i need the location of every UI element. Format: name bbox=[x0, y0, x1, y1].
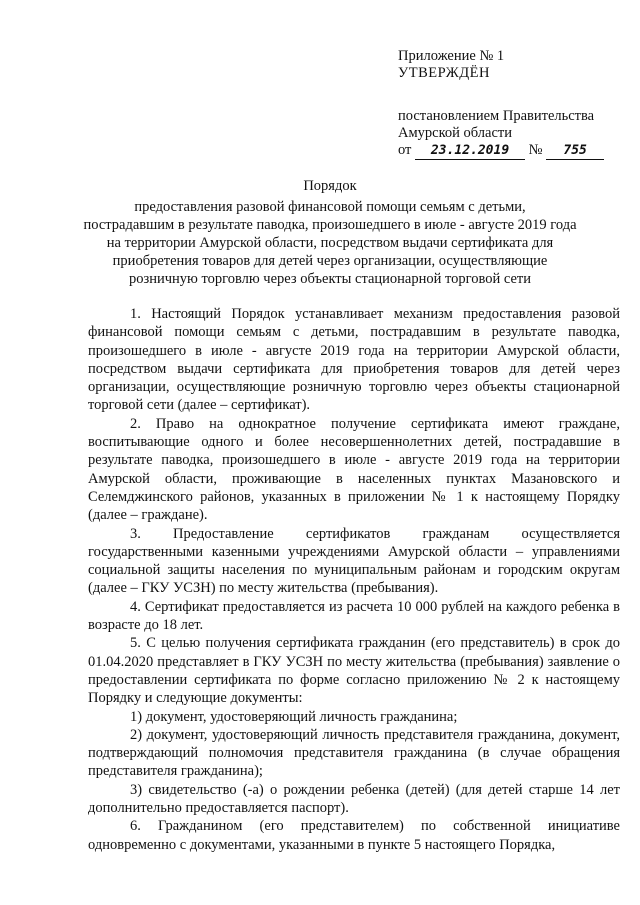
paragraph-6: 6. Гражданином (его представителем) по собственной инициативе одновременно с документами, указанными в пункте 5 настоящего Порядка, bbox=[88, 818, 620, 853]
document-body bbox=[88, 305, 620, 854]
paragraph-4: 4. Сертификат предоставляется из расчета 10 000 рублей на каждого ребенка в возрасте до 18 лет. bbox=[88, 598, 620, 634]
approval-block bbox=[398, 48, 628, 160]
subtitle-line: на территории Амурской области, посредством выдачи сертификата для bbox=[106, 235, 554, 251]
decree-date: 23.12.2019 bbox=[415, 142, 525, 160]
list-item-1: 1) документ, удостоверяющий личность гражданина; bbox=[130, 708, 458, 725]
approved-by-line-1: постановлением Правительства bbox=[398, 108, 595, 124]
list-item-2: 2) документ, удостоверяющий личность представителя гражданина, документ, подтверждающий полномочия представителя гражданина (в случае обращения представителя гражданина); bbox=[88, 726, 620, 780]
appendix-label: Приложение № 1 bbox=[398, 48, 505, 64]
number-label: № bbox=[528, 142, 543, 158]
document-title: Порядок bbox=[303, 178, 357, 194]
document-subtitle bbox=[60, 198, 600, 288]
decree-number: 755 bbox=[546, 142, 604, 160]
list-item-3: 3) свидетельство (-а) о рождении ребенка (детей) (для детей старше 14 лет дополнительно предоставляется паспорт). bbox=[88, 781, 620, 817]
signature-line bbox=[398, 142, 628, 160]
paragraph-2: 2. Право на однократное получение сертификата имеют граждане, воспитывающие одного и более несовершеннолетних детей, пострадавшие в результате паводка, произошедшего в июле - августе 2019 года на территории Амурской области, проживающие в населенных пунктах Мазановского и Селемджинского районов, указанных в приложении № 1 к настоящему Порядку (далее – граждане). bbox=[88, 415, 620, 524]
paragraph-3: 3. Предоставление сертификатов гражданам осуществляется государственными казенными учреждениями Амурской области – управлениями социальной защиты населения по муниципальным районам и городским округам (далее – ГКУ УСЗН) по месту жительства (пребывания). bbox=[88, 525, 620, 597]
approved-by-line-2: Амурской области bbox=[398, 125, 512, 141]
subtitle-line: предоставления разовой финансовой помощи семьям с детьми, bbox=[134, 199, 526, 215]
subtitle-line: приобретения товаров для детей через организации, осуществляющие bbox=[112, 253, 548, 269]
paragraph-1: 1. Настоящий Порядок устанавливает механизм предоставления разовой финансовой помощи семьям с детьми, пострадавшим в результате паводка, произошедшего в июле - августе 2019 года на территории Амурской области, посредством выдачи сертификата для приобретения товаров для детей через организации, осуществляющие розничную торговлю через объекты стационарной торговой сети (далее – сертификат). bbox=[88, 306, 620, 414]
approved-label: УТВЕРЖДЁН bbox=[398, 65, 490, 81]
subtitle-line: пострадавшим в результате паводка, произошедшего в июле - августе 2019 года bbox=[83, 217, 577, 233]
from-label: от bbox=[398, 142, 412, 158]
subtitle-line: розничную торговлю через объекты стационарной торговой сети bbox=[128, 271, 532, 287]
paragraph-5: 5. С целью получения сертификата гражданин (его представитель) в срок до 01.04.2020 представляет в ГКУ УСЗН по месту жительства (пребывания) заявление о предоставлении сертификата по форме согласно приложению № 2 к настоящему Порядку и следующие документы: bbox=[88, 635, 620, 707]
